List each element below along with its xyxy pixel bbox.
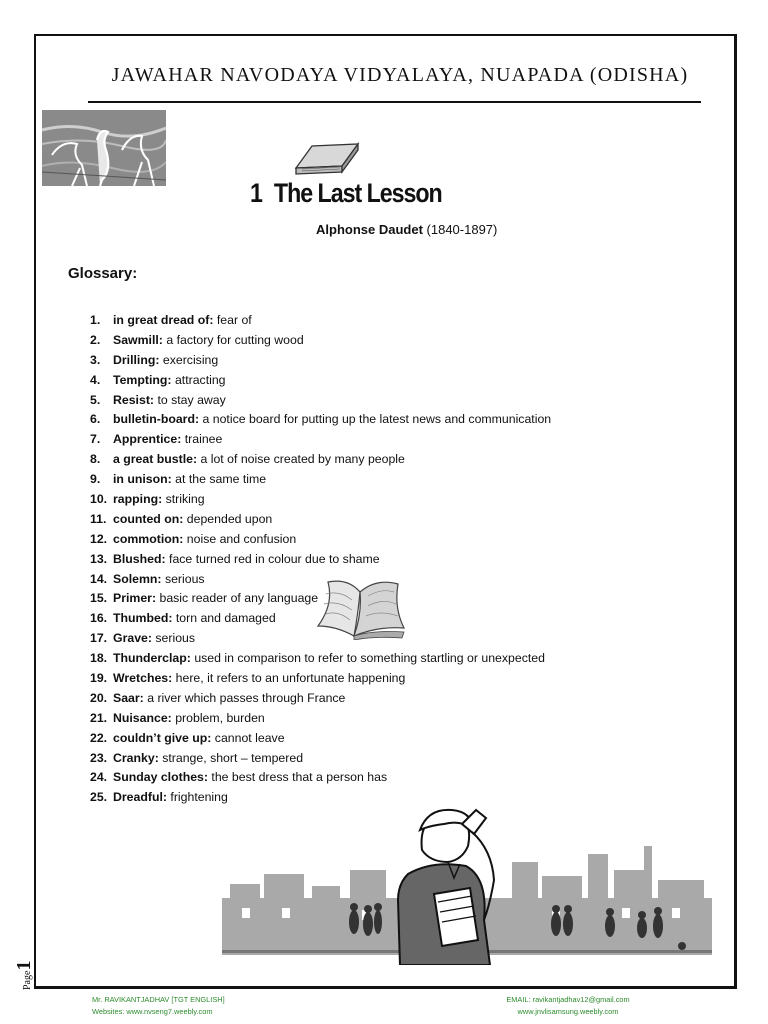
glossary-definition: exercising — [162, 352, 219, 367]
glossary-definition: used in comparison to refer to something startling or unexpected — [194, 651, 545, 666]
glossary-definition: the best dress that a person has — [211, 770, 388, 785]
glossary-definition: serious — [164, 571, 205, 586]
book-icon — [292, 140, 360, 178]
footer-left — [92, 994, 225, 1018]
glossary-term: Thumbed: — [113, 611, 173, 626]
glossary-item-number: 10. — [90, 492, 108, 507]
footer-right — [498, 994, 638, 1018]
glossary-item — [90, 510, 551, 530]
glossary-item-number: 2. — [90, 332, 101, 347]
glossary-item — [90, 709, 551, 729]
glossary-item-number: 15. — [90, 591, 108, 606]
glossary-term: bulletin-board: — [113, 412, 200, 427]
page-label-text: Page — [22, 970, 33, 990]
glossary-item — [90, 331, 551, 351]
glossary-definition: serious — [155, 631, 196, 646]
glossary-term: Drilling: — [113, 352, 160, 367]
glossary-item-number: 5. — [90, 392, 101, 407]
glossary-term: Tempting: — [113, 372, 172, 387]
glossary-definition: problem, burden — [175, 710, 265, 725]
glossary-definition: a river which passes through France — [147, 690, 346, 705]
glossary-definition: cannot leave — [214, 730, 285, 745]
glossary-item-number: 25. — [90, 790, 108, 805]
glossary-term: Wretches: — [113, 671, 173, 686]
glossary-item — [90, 311, 551, 331]
glossary-definition: noise and confusion — [186, 531, 297, 546]
glossary-item — [90, 430, 551, 450]
glossary-item-number: 13. — [90, 551, 108, 566]
author-line — [316, 222, 497, 237]
glossary-term: Saar: — [113, 690, 144, 705]
glossary-item — [90, 530, 551, 550]
glossary-term: counted on: — [113, 511, 184, 526]
glossary-item — [90, 391, 551, 411]
chapter-title — [250, 178, 442, 209]
glossary-item-number: 16. — [90, 611, 108, 626]
glossary-item-number: 21. — [90, 710, 108, 725]
footer-website-link-2[interactable]: www.jnvlisamsung.weebly.com — [517, 1007, 619, 1016]
glossary-definition: at the same time — [175, 472, 267, 487]
glossary-item-number: 24. — [90, 770, 108, 785]
glossary-term: rapping: — [113, 492, 163, 507]
school-header: JAWAHAR NAVODAYA VIDYALAYA, NUAPADA (ODISHA) — [111, 64, 689, 86]
glossary-definition: basic reader of any language — [159, 591, 319, 606]
glossary-term: Blushed: — [113, 551, 166, 566]
glossary-item — [90, 669, 551, 689]
glossary-term: Grave: — [113, 631, 152, 646]
page-number: 1 — [13, 960, 35, 971]
glossary-item-number: 3. — [90, 352, 101, 367]
glossary-item-number: 22. — [90, 730, 108, 745]
glossary-item-number: 6. — [90, 412, 101, 427]
boy-and-town-illustration — [222, 800, 712, 965]
glossary-definition: strange, short – tempered — [162, 750, 304, 765]
glossary-definition: attracting — [174, 372, 226, 387]
glossary-definition: to stay away — [157, 392, 226, 407]
author-name: Alphonse Daudet — [316, 222, 423, 237]
glossary-term: Thunderclap: — [113, 651, 191, 666]
glossary-item-number: 12. — [90, 531, 108, 546]
glossary-term: Resist: — [113, 392, 155, 407]
glossary-item-number: 7. — [90, 432, 101, 447]
glossary-item — [90, 410, 551, 430]
glossary-item-number: 4. — [90, 372, 101, 387]
glossary-item — [90, 470, 551, 490]
glossary-item — [90, 689, 551, 709]
glossary-item — [90, 729, 551, 749]
glossary-definition: face turned red in colour due to shame — [169, 551, 380, 566]
glossary-item — [90, 490, 551, 510]
chapter-title-text: The Last Lesson — [273, 178, 442, 208]
glossary-term: a great bustle: — [113, 452, 198, 467]
cranes-illustration — [42, 110, 166, 186]
glossary-definition: trainee — [184, 432, 223, 447]
glossary-item — [90, 351, 551, 371]
glossary-item — [90, 768, 551, 788]
page-label — [13, 961, 36, 990]
glossary-definition: a notice board for putting up the latest news and communication — [202, 412, 552, 427]
glossary-definition: frightening — [170, 790, 228, 805]
glossary-list — [90, 311, 551, 808]
glossary-definition: striking — [165, 492, 205, 507]
glossary-term: Dreadful: — [113, 790, 167, 805]
glossary-term: Sawmill: — [113, 332, 163, 347]
glossary-item — [90, 749, 551, 769]
glossary-item-number: 1. — [90, 313, 101, 327]
glossary-item-number: 19. — [90, 671, 108, 686]
glossary-term: Primer: — [113, 591, 157, 606]
glossary-definition: here, it refers to an unfortunate happening — [175, 671, 406, 686]
glossary-definition: a lot of noise created by many people — [200, 452, 405, 467]
author-years: (1840-1897) — [426, 222, 498, 237]
glossary-term: Sunday clothes: — [113, 770, 208, 785]
glossary-item — [90, 450, 551, 470]
glossary-item-number: 9. — [90, 472, 101, 487]
glossary-item-number: 8. — [90, 452, 101, 467]
glossary-item — [90, 371, 551, 391]
footer-teacher: Mr. RAVIKANTJADHAV [TGT ENGLISH] — [92, 995, 225, 1004]
glossary-definition: torn and damaged — [175, 611, 276, 626]
glossary-item-number: 11. — [90, 511, 107, 526]
glossary-term: Cranky: — [113, 750, 159, 765]
open-book-illustration — [314, 574, 408, 640]
glossary-item-number: 17. — [90, 631, 108, 646]
glossary-item — [90, 649, 551, 669]
chapter-number: 1 — [250, 178, 262, 208]
glossary-term: Nuisance: — [113, 710, 172, 725]
glossary-term: Solemn: — [113, 571, 162, 586]
glossary-item — [90, 550, 551, 570]
glossary-definition: a factory for cutting wood — [166, 332, 304, 347]
glossary-term: in great dread of: — [113, 313, 214, 327]
glossary-term: commotion: — [113, 531, 184, 546]
glossary-definition: fear of — [216, 313, 252, 327]
glossary-term: couldn’t give up: — [113, 730, 212, 745]
glossary-term: in unison: — [113, 472, 172, 487]
footer-email-link[interactable]: EMAIL: ravikantjadhav12@gmail.com — [506, 995, 630, 1004]
glossary-heading: Glossary: — [68, 265, 138, 282]
footer-website-link[interactable]: Websites: www.nvseng7.weebly.com — [92, 1007, 213, 1016]
glossary-item-number: 14. — [90, 571, 108, 586]
header-rule — [88, 101, 701, 103]
glossary-item-number: 23. — [90, 750, 108, 765]
glossary-item-number: 20. — [90, 690, 108, 705]
glossary-definition: depended upon — [186, 511, 273, 526]
glossary-item-number: 18. — [90, 651, 108, 666]
glossary-term: Apprentice: — [113, 432, 182, 447]
